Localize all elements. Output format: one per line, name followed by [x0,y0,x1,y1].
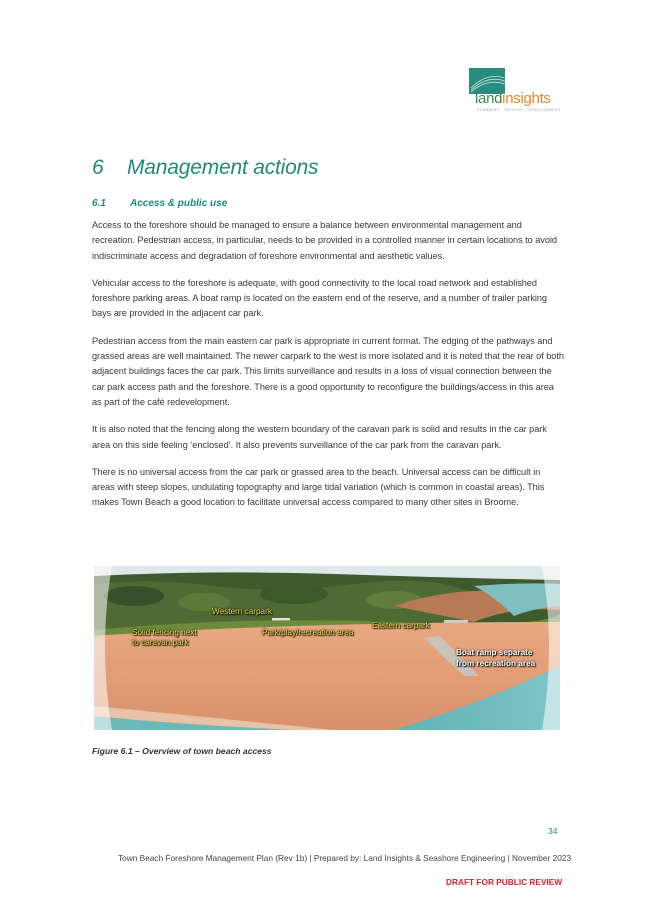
annotation-eastern-carpark: Eastern carpark [372,621,430,630]
section-heading [92,156,318,180]
paragraph-pedestrian: Pedestrian access from the main eastern car park is appropriate in current format. The edging of the pathways and grassed areas are well maintained. The newer carpark to the west is more isolated and it is noted that the rear of both adjacent buildings faces the car park. This limits surveillance and results in a loss of visual connection between the car park access path and the foreshore. There is a good opportunity to reconfigure the buildings/access in this area as part of the café redevelopment. [92,335,564,407]
annotation-western-carpark: Western carpark [212,607,272,616]
logo-tagline: PLANNING · DESIGN · DEVELOPMENT [477,108,562,112]
figure-caption: Figure 6.1 – Overview of town beach access [92,746,272,756]
draft-notice: DRAFT FOR PUBLIC REVIEW [446,877,563,887]
subsection-number: 6.1 [92,198,106,209]
body-text [92,218,564,523]
subsection-title: Access & public use [130,198,228,209]
annotation-solid-fencing-line1: Solid fencing next [132,628,197,637]
annotation-boat-ramp-line1: Boat ramp separate [456,648,533,657]
page-number: 34 [548,826,558,836]
paragraph-vehicular: Vehicular access to the foreshore is adequate, with good connectivity to the local road network and established foreshore parking areas. A boat ramp is located on the eastern end of the reserve, and a number of trailer parking bays are provided in the adjacent car park. [92,277,547,319]
annotation-boat-ramp-line2: from recreation area [456,659,536,668]
annotation-recreation-area: Park/play/recreation area [262,628,354,637]
logo-wordmark [475,90,551,107]
section-title: Management actions [127,156,319,179]
logo-part-insights: insights [502,90,551,107]
footer-text: Town Beach Foreshore Management Plan (Rev 1b) | Prepared by: Land Insights & Seashore Engineering | November 2023 [118,853,572,863]
paragraph-access: Access to the foreshore should be managed to ensure a balance between environmental management and recreation. Pedestrian access, in particular, needs to be provided in a controlled manner in certain locations to avoid indiscriminate access and degradation of foreshore environmental and aesthetic values. [92,220,557,261]
logo-part-land: land [475,90,503,107]
subsection-heading [92,198,227,209]
annotation-solid-fencing-line2: to caravan park [132,638,189,647]
section-number: 6 [92,156,104,179]
aerial-photo [94,566,560,730]
company-logo [467,68,567,118]
paragraph-fencing: It is also noted that the fencing along the western boundary of the caravan park is solid and results in the car park area on this side feeling ‘enclosed’. It also prevents surveillance of the car park from the caravan park. [92,424,547,450]
paragraph-universal-access: There is no universal access from the car park or grassed area to the beach. Universal access can be difficult in areas with steep slopes, undulating topography and large tidal variation (which is common in coastal areas). This makes Town Beach a good location to facilitate universal access compared to many other sites in Broome. [92,466,545,508]
